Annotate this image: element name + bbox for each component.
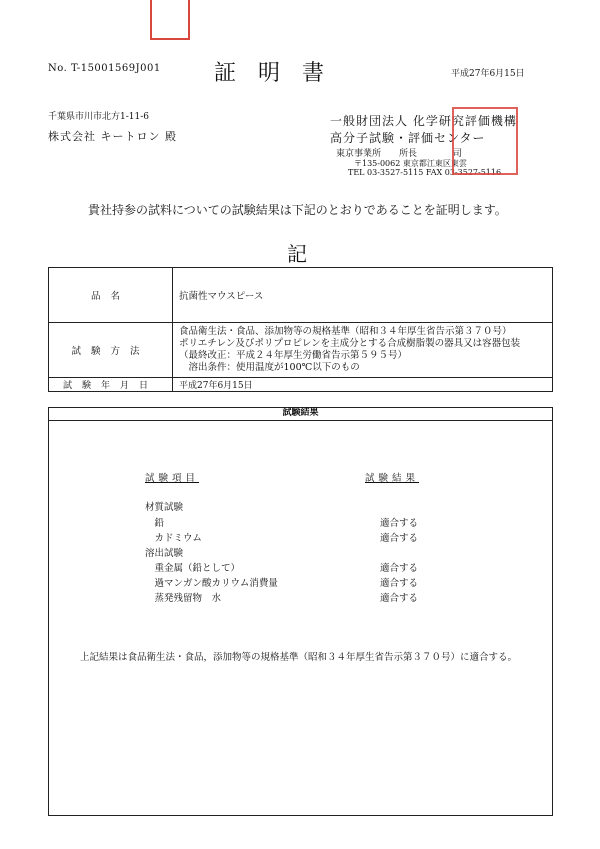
result-item: 鉛 [145,518,165,529]
method-value [173,323,553,378]
result-value: 適合する [380,533,419,544]
product-label: 品名 [49,268,173,323]
method-line: ポリエチレン及びポリプロピレンを主成分とする合成樹脂製の器具又は容器包装 [179,338,521,349]
issuer-address: 〒135-0062 東京都江東区東雲 [354,159,467,168]
method-label: 試験方法 [49,323,173,378]
result-value: 適合する [380,518,419,529]
conclusion-text: 上記結果は食品衛生法・食品，添加物等の規格基準（昭和３４年厚生省告示第３７０号）に適合する。 [80,652,518,663]
result-item: 溶出試験 [145,548,184,559]
column-header-item: 試験項目 [145,473,200,484]
result-item: 過マンガン酸カリウム消費量 [145,578,278,589]
test-date-value: 平成27年6月15日 [173,378,553,392]
method-line: （最終改正：平成２４年厚生労働省告示第５９５号） [179,350,408,361]
recipient-name: 株式会社 キートロン 殿 [48,130,177,143]
result-item: カドミウム [145,533,202,544]
result-value: 適合する [380,593,419,604]
results-box [48,407,553,816]
issuer-contact: TEL 03-3527-5115 FAX 03-3527-5116 [348,168,502,177]
issue-date: 平成27年6月15日 [451,69,525,79]
certification-statement: 貴社持参の試料についての試験結果は下記のとおりであることを証明します。 [88,203,507,217]
result-item: 材質試験 [145,502,184,513]
method-line: 溶出条件：使用温度が100℃以下のもの [179,362,360,373]
results-heading: 試験結果 [48,407,553,421]
issuer-organization: 一般財団法人 化学研究評価機構 [330,114,517,128]
result-item: 重金属（鉛として） [145,563,241,574]
product-value: 抗菌性マウスピース [173,268,553,323]
recipient-address: 千葉県市川市北方1-11-6 [48,112,149,122]
result-item: 蒸発残留物 水 [145,593,222,604]
column-header-result: 試験結果 [365,473,420,484]
ki-heading: 記 [287,242,307,266]
official-seal-stamp [452,107,518,175]
document-title: 証明書 [214,61,347,86]
top-seal-stamp [150,0,190,40]
result-value: 適合する [380,563,419,574]
issuer-office: 東京事業所 所長 司 [336,149,463,159]
result-value: 適合する [380,578,419,589]
method-line: 食品衛生法・食品、添加物等の規格基準（昭和３４年厚生省告示第３７０号） [179,326,512,337]
test-info-table [48,267,553,392]
test-date-label: 試験年月日 [49,378,173,392]
issuer-division: 高分子試験・評価センター [330,131,486,145]
document-number: No. T-15001569J001 [48,63,161,74]
